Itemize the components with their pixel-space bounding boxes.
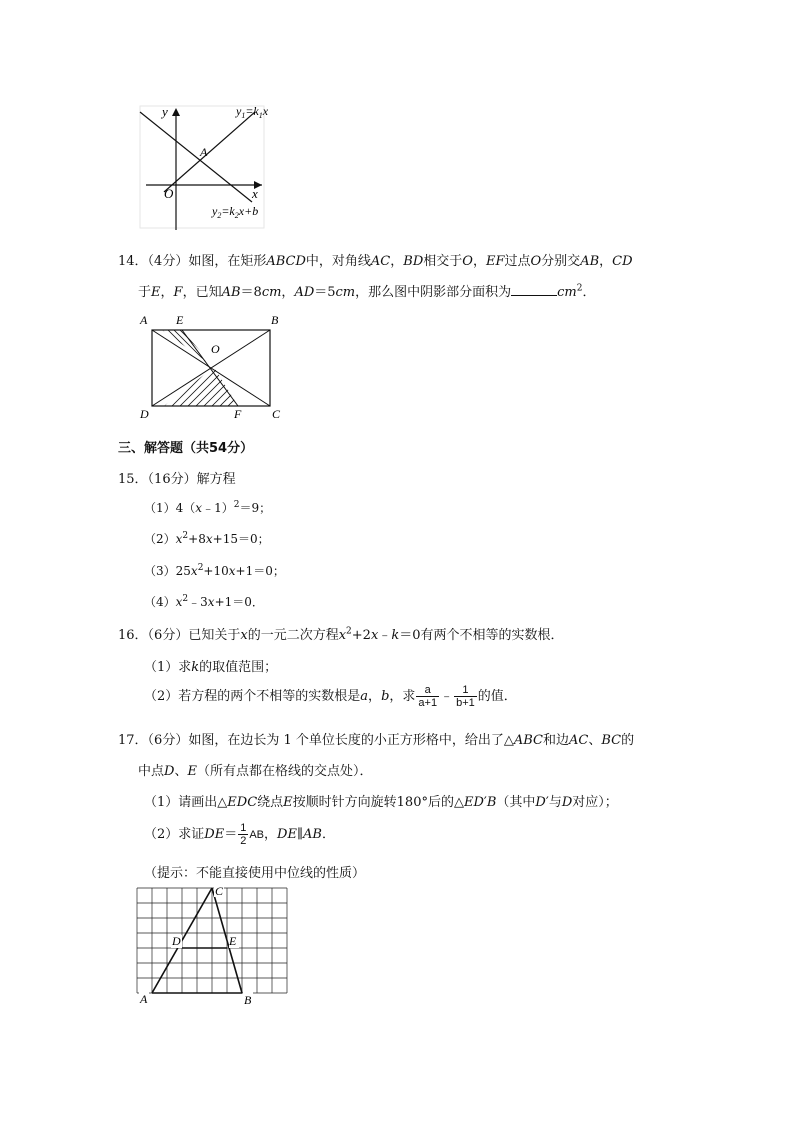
- q16-frac2-num: 1: [454, 684, 477, 697]
- q15-text: 解方程: [196, 472, 236, 487]
- grid-lines: [137, 888, 287, 993]
- q15-item4-pre: （4）: [144, 595, 176, 609]
- q14-text-g: ，那么图中阴影部分面积为: [355, 285, 512, 300]
- q17-line2: [138, 760, 372, 779]
- q17-sep: 、: [588, 733, 602, 748]
- q15-item2-end: +15＝0；: [212, 532, 270, 546]
- q13-coordinate-figure: [130, 98, 290, 234]
- q16-frac2-den: b+1: [456, 697, 475, 709]
- fig17-label-d: D: [172, 934, 181, 948]
- q14-text-f: ，已知: [182, 285, 222, 300]
- q17-item1-d: D: [535, 795, 546, 810]
- q16-item1-pre: （1）求: [144, 660, 192, 675]
- q15-item1-end: ＝9；: [239, 501, 272, 515]
- q14-line2-a: 于: [138, 285, 152, 300]
- q14-f: F: [173, 285, 183, 300]
- q15-item1: [144, 499, 271, 516]
- q15-item3: [144, 562, 285, 579]
- q17-line2-b: （所有点都在格线的交点处）．: [196, 764, 373, 779]
- q16-number: 16．: [118, 628, 148, 643]
- q15-item4-x2: x: [207, 595, 215, 609]
- fig14-label-e: E: [176, 313, 184, 327]
- q16-text-b: 的一元二次方程: [247, 628, 339, 643]
- fig17-label-c: C: [215, 884, 224, 898]
- q16-item2-comma: ，: [368, 689, 382, 704]
- q16-fraction-b: [454, 684, 477, 709]
- q17-item1-end: 对应）；: [572, 795, 618, 810]
- q14-comma5: ，: [281, 285, 295, 300]
- q17-d: D: [164, 764, 175, 779]
- q14-text-e: 分别交: [541, 254, 581, 269]
- q15-item3-x: x: [190, 564, 198, 578]
- q16-k: k: [391, 628, 400, 643]
- q17-sep2: 、: [174, 764, 188, 779]
- q17-item1-e: E: [283, 795, 293, 810]
- line-y2: [140, 112, 252, 202]
- q15-item3-x2: x: [228, 564, 236, 578]
- shaded-region-top: [150, 324, 240, 384]
- q17-grid-figure: [134, 884, 294, 1010]
- fig14-label-c: C: [272, 407, 281, 421]
- q14-ad: AD: [294, 285, 315, 300]
- q16-item1-k: k: [191, 660, 200, 675]
- q17-item1-edc: EDC: [227, 795, 258, 810]
- q17-item1: [144, 791, 618, 810]
- segment-ef: [182, 330, 238, 406]
- q16-x2: x: [338, 628, 347, 643]
- x-axis-label: x: [252, 186, 258, 201]
- q17-item2-eq: ＝: [224, 827, 238, 842]
- q17-e: E: [187, 764, 197, 779]
- q16-item1-end: 的取值范围；: [199, 660, 278, 675]
- q14-line1: [118, 250, 633, 269]
- q17-item2-de2: DE: [277, 827, 297, 842]
- q14-ac: AC: [370, 254, 391, 269]
- q17-abc: ABC: [513, 733, 544, 748]
- q14-comma2: ，: [472, 254, 486, 269]
- q15-item1-x: x: [195, 501, 203, 515]
- q14-ef: EF: [485, 254, 505, 269]
- q16-item2-b: b: [381, 689, 390, 704]
- q16-text-a: 已知关于: [188, 628, 241, 643]
- q14-line2: [138, 281, 596, 300]
- q14-rectangle-figure: [134, 310, 294, 422]
- q17-item2-pre: （2）求证: [144, 827, 205, 842]
- q14-cm2: cm: [335, 285, 356, 300]
- fig14-label-b: B: [271, 313, 279, 327]
- q14-text-a: 如图，在矩形: [188, 254, 267, 269]
- q16-frac1-den: a+1: [418, 697, 438, 709]
- q17-item2-par: ∥: [296, 827, 303, 842]
- q17-item2-ab2: AB: [302, 827, 322, 842]
- q14-o2: O: [530, 254, 542, 269]
- q15-item3-end: +1＝0；: [235, 564, 285, 578]
- q15-item3-pre: （3）25: [144, 564, 191, 578]
- q17-frac-num: 1: [240, 822, 247, 834]
- q15-item3-mid: +10: [203, 564, 229, 578]
- q16-item2-a: a: [360, 689, 369, 704]
- q16-sup: 2: [346, 626, 352, 637]
- section3-count: 54: [209, 441, 228, 456]
- section3-title-end: 分）: [227, 441, 254, 456]
- q16-fraction-a: [416, 684, 439, 709]
- origin-label: O: [164, 186, 174, 201]
- q15-item4-sup: 2: [182, 594, 189, 604]
- q17-item1-mid: 绕点: [257, 795, 284, 810]
- q17-item2-comma: ，: [264, 827, 278, 842]
- q14-cd: CD: [612, 254, 633, 269]
- q15-item1-pre: （1）4（: [144, 501, 196, 515]
- q15-item4: [144, 593, 264, 610]
- q15-line: [118, 468, 236, 487]
- q17-item1-ed: ED: [463, 795, 484, 810]
- q17-item1-mid3: （其中: [496, 795, 536, 810]
- q17-line1: [118, 729, 634, 748]
- q17-item2-ab: AB: [249, 829, 265, 841]
- q15-item2-mid: +8: [188, 532, 206, 546]
- q14-period: ．: [582, 285, 596, 300]
- line2-equation: $y_2=k_2x+b$: [212, 204, 259, 220]
- q14-ab-eq: AB: [221, 285, 241, 300]
- q17-item2-end: ．: [321, 827, 335, 842]
- q14-unit-sup: 2: [576, 283, 583, 294]
- q16-points: （6分）: [147, 628, 189, 643]
- section3-title-text: 三、解答题（共: [118, 441, 210, 456]
- q17-number: 17．: [118, 733, 148, 748]
- q15-item4-end: +1＝0．: [214, 595, 264, 609]
- q15-item2-x2: x: [205, 532, 213, 546]
- q17-item1-d2: D: [561, 795, 573, 810]
- line-y1: [164, 112, 255, 192]
- q17-item1-pre: （1）请画出△: [144, 795, 228, 810]
- q14-ab: AB: [580, 254, 600, 269]
- q15-item2-pre: （2）: [144, 532, 176, 546]
- q14-text-d: 过点: [504, 254, 531, 269]
- q16-item2-end: 的值．: [477, 689, 517, 704]
- q14-eq2: ＝5: [314, 285, 336, 300]
- fig17-label-a: A: [140, 992, 148, 1006]
- q14-text-b: 中，对角线: [305, 254, 371, 269]
- q16-item2-pre: （2）若方程的两个不相等的实数根是: [144, 689, 361, 704]
- q17-bc: BC: [601, 733, 622, 748]
- q14-e: E: [151, 285, 161, 300]
- q14-o1: O: [462, 254, 473, 269]
- q17-item1-mid2: 按顺时针方向旋转180°后的△: [292, 795, 464, 810]
- q15-item3-sup: 2: [197, 563, 204, 573]
- q17-hint: [144, 862, 365, 881]
- y-axis-arrow-icon: [172, 108, 180, 116]
- q17-text-c: 的: [621, 733, 635, 748]
- y-axis-label: y: [162, 104, 168, 119]
- q14-comma3: ，: [599, 254, 613, 269]
- q16-item2-mid: ，求: [389, 689, 416, 704]
- q16-item1: [144, 656, 277, 675]
- q14-eq1: ＝8: [240, 285, 262, 300]
- q17-points: （6分）: [147, 733, 189, 748]
- q17-item2: [144, 822, 335, 847]
- q17-ac: AC: [569, 733, 589, 748]
- q15-item1-sup: 2: [233, 500, 240, 510]
- q17-item1-prime: ′: [483, 795, 487, 810]
- fig17-label-e: E: [229, 934, 237, 948]
- q16-x1: x: [240, 628, 248, 643]
- q16-line: [118, 624, 563, 643]
- q14-unit: cm: [557, 285, 577, 300]
- q17-frac-den: 2: [240, 835, 247, 847]
- q16-item2-minus: ﹣: [440, 689, 454, 704]
- q16-frac1-num: a: [416, 684, 439, 697]
- shaded-region-bottom: [164, 366, 268, 406]
- q15-item2-sup: 2: [182, 531, 189, 541]
- q17-text-a: 如图，在边长为 1 个单位长度的小正方形格中，给出了△: [188, 733, 514, 748]
- q15-number: 15．: [118, 472, 148, 487]
- q16-x3: x: [370, 628, 379, 643]
- line1-equation: $y_1=k_1x$: [236, 104, 269, 120]
- q17-hint-text: （提示：不能直接使用中位线的性质）: [144, 866, 366, 881]
- q16-text-c: ＝0有两个不相等的实数根．: [399, 628, 564, 643]
- q15-item4-x: x: [175, 595, 183, 609]
- q16-mid: +2: [351, 628, 371, 643]
- point-a-label: A: [200, 145, 208, 159]
- q14-text-c: 相交于: [423, 254, 463, 269]
- fig14-label-f: F: [234, 407, 242, 421]
- q17-text-b: 和边: [543, 733, 570, 748]
- q14-points: （4分）: [147, 254, 189, 269]
- q15-points: （16分）: [147, 472, 197, 487]
- q17-item1-b: B: [486, 795, 497, 810]
- q14-comma1: ，: [390, 254, 404, 269]
- q14-number: 14．: [118, 254, 148, 269]
- q14-answer-blank[interactable]: [511, 283, 557, 296]
- q14-abcd: ABCD: [266, 254, 306, 269]
- q17-item1-mid4: 与: [548, 795, 562, 810]
- fig14-label-d: D: [140, 407, 149, 421]
- q14-bd: BD: [403, 254, 424, 269]
- fig14-label-o: O: [211, 342, 220, 356]
- fig14-label-a: A: [140, 313, 148, 327]
- q16-minus: ﹣: [378, 628, 392, 643]
- q14-cm1: cm: [261, 285, 282, 300]
- q17-item1-prime2: ′: [545, 795, 549, 810]
- q17-fraction-half: [238, 822, 248, 847]
- q15-item1-mid: ﹣1）: [202, 501, 234, 515]
- q14-comma4: ，: [160, 285, 174, 300]
- q17-item2-de: DE: [204, 827, 225, 842]
- q17-line2-a: 中点: [138, 764, 165, 779]
- section3-title: [118, 437, 253, 456]
- q15-item2-x: x: [175, 532, 183, 546]
- q15-item4-mid: ﹣3: [188, 595, 208, 609]
- q16-item2: [144, 684, 517, 709]
- fig17-label-b: B: [244, 993, 252, 1007]
- q15-item2: [144, 530, 270, 547]
